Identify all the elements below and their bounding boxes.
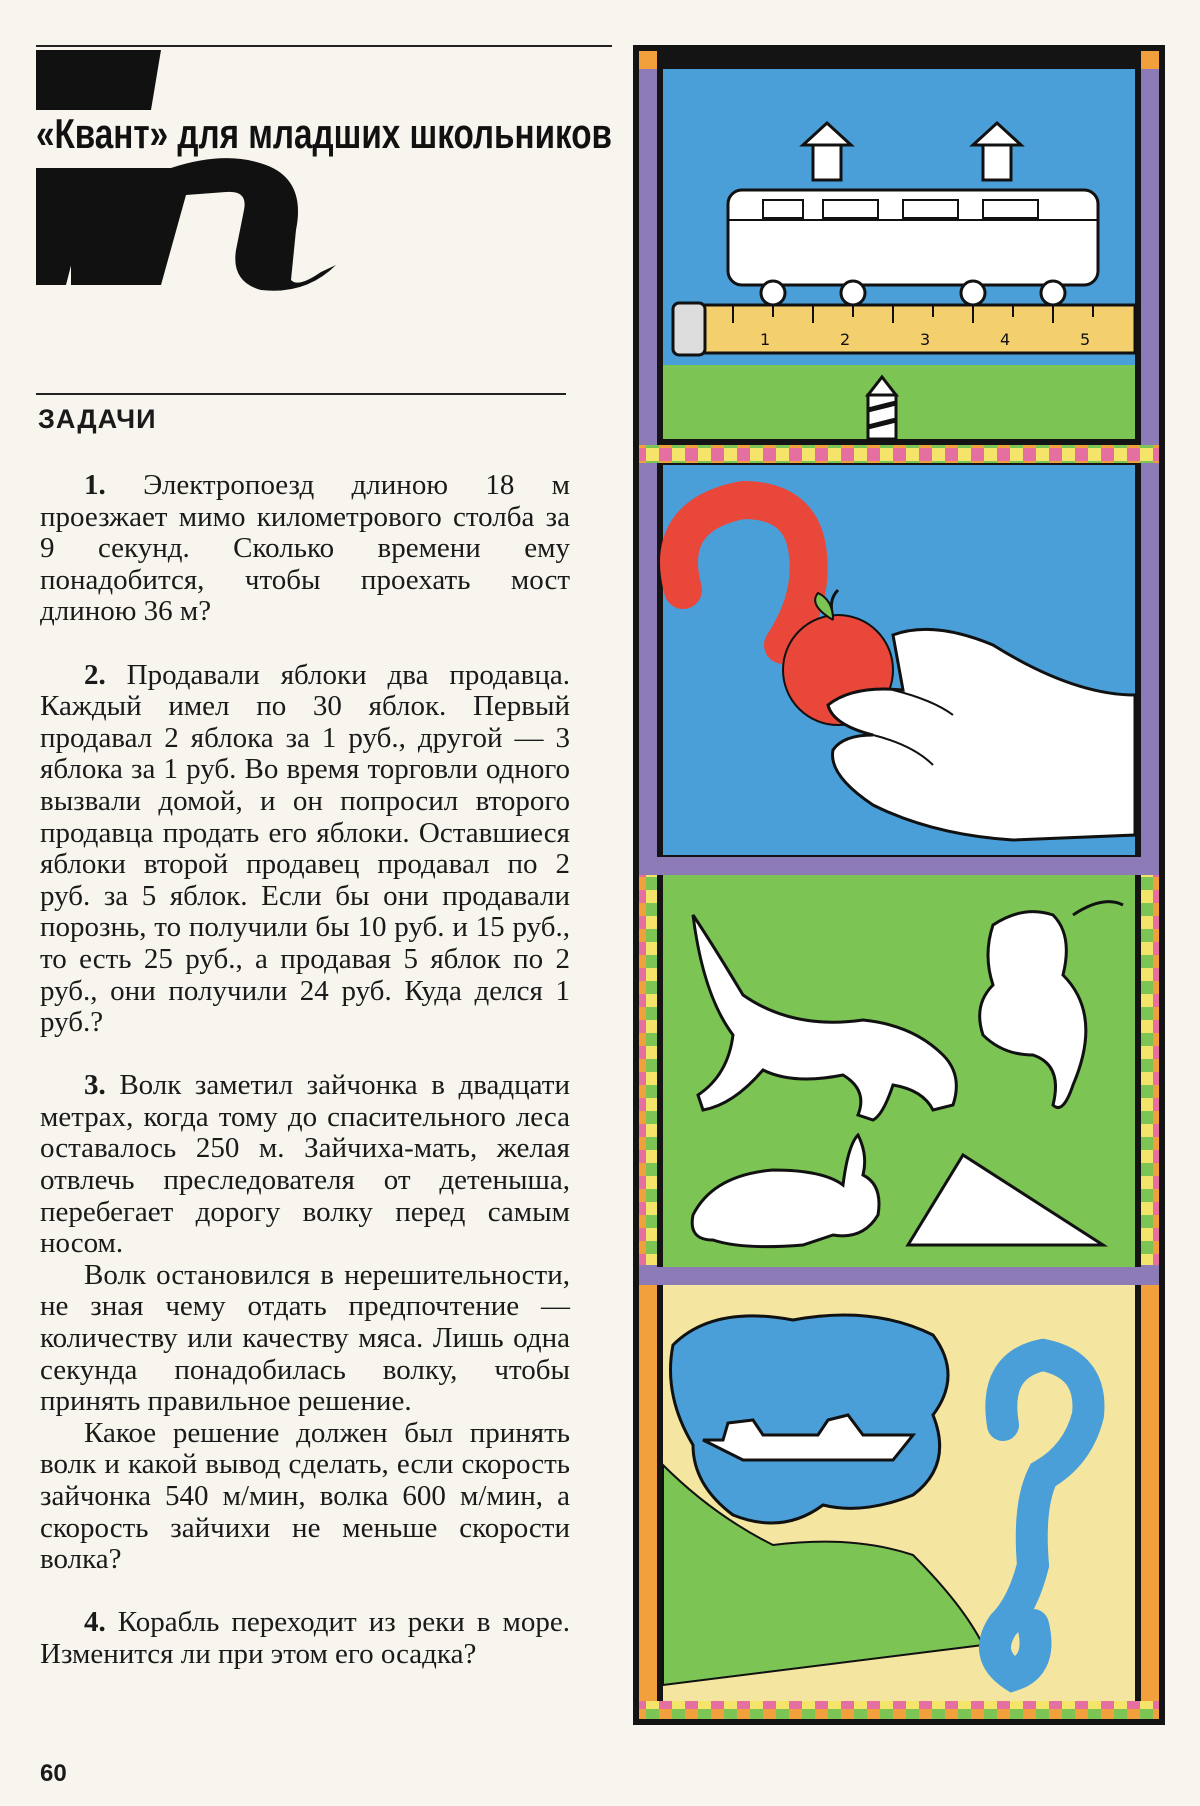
ruler-tick-label: 2: [840, 330, 851, 349]
header-rule-bottom: [36, 393, 566, 395]
problem-paragraph: Волк остановился в нерешительности, не зная чему отдать предпочтение — количеству или качеству мяса. Лишь одна секунда понадобилась волку, чтобы принять правильное решение.: [40, 1258, 570, 1418]
problem-text: Волк заметил зайчонка в двадцати метрах, когда тому до спасительного леса оставалось 250 м. Зайчиха-мать, желая отвлечь преследователя от детеныша, перебегает дорогу волку перед самым носом.: [40, 1069, 570, 1260]
problem-text: Продавали яблоки два продавца. Каждый имел по 30 яблок. Первый продавал 2 яблока за 1 руб., другой — 3 яблока за 1 руб. Во время торговли одного вызвали домой, и он попросил второго продавца продать его яблоки. Оставшиеся яблоки второй продавец продавал по 2 руб. за 5 яблок. Если бы они продавали порознь, то получили бы 10 руб. и 15 руб., то есть 25 руб., а продавая 5 яблок по 2 руб., они получили 24 руб. Куда делся 1 руб.?: [40, 658, 570, 1039]
page-number: 60: [40, 1760, 67, 1787]
rubric-title: «Квант» для младших школьников: [36, 110, 612, 157]
problem-paragraph: [40, 1607, 570, 1670]
problem-number: 2.: [84, 658, 106, 691]
problem-3: [40, 1070, 570, 1576]
problem-text: Корабль переходит из реки в море. Изменится ли при этом его осадка?: [40, 1606, 571, 1670]
train-on-ruler-illustration: [663, 69, 1135, 439]
problem-4: [40, 1607, 570, 1670]
hand-apple-question-illustration: [663, 465, 1135, 855]
ruler-tick-label: 1: [760, 330, 771, 349]
problem-paragraph: [40, 660, 570, 1039]
ruler-tick-label: 3: [920, 330, 931, 349]
illustration-strip: [633, 45, 1165, 1730]
problem-1: [40, 470, 570, 628]
problem-text: Электропоезд длиною 18 м проезжает мимо километрового столба за 9 секунд. Сколько времени ему понадобится, чтобы проехать мост длиною 36 м?: [40, 469, 570, 628]
ruler-tick-label: 4: [1000, 330, 1011, 349]
problem-number: 1.: [84, 469, 106, 501]
problem-paragraph: [40, 1070, 570, 1260]
problem-2: [40, 660, 570, 1039]
problem-paragraph: Какое решение должен был принять волк и какой вывод сделать, если скорость зайчонка 540 м/мин, волка 600 м/мин, а скорость зайчихи не меньше скорости волка?: [40, 1416, 570, 1576]
kvant-logo: [36, 50, 656, 295]
problem-number: 3.: [84, 1069, 106, 1102]
ship-river-sea-illustration: [663, 1285, 1135, 1701]
problem-number: 4.: [84, 1606, 106, 1639]
ruler-tick-label: 5: [1080, 330, 1091, 349]
section-title: ЗАДАЧИ: [38, 404, 157, 434]
wolf-and-hares-illustration: [663, 875, 1135, 1267]
problems-column: [40, 470, 570, 1702]
header-rule-top: [36, 45, 612, 47]
problem-paragraph: [40, 470, 570, 628]
